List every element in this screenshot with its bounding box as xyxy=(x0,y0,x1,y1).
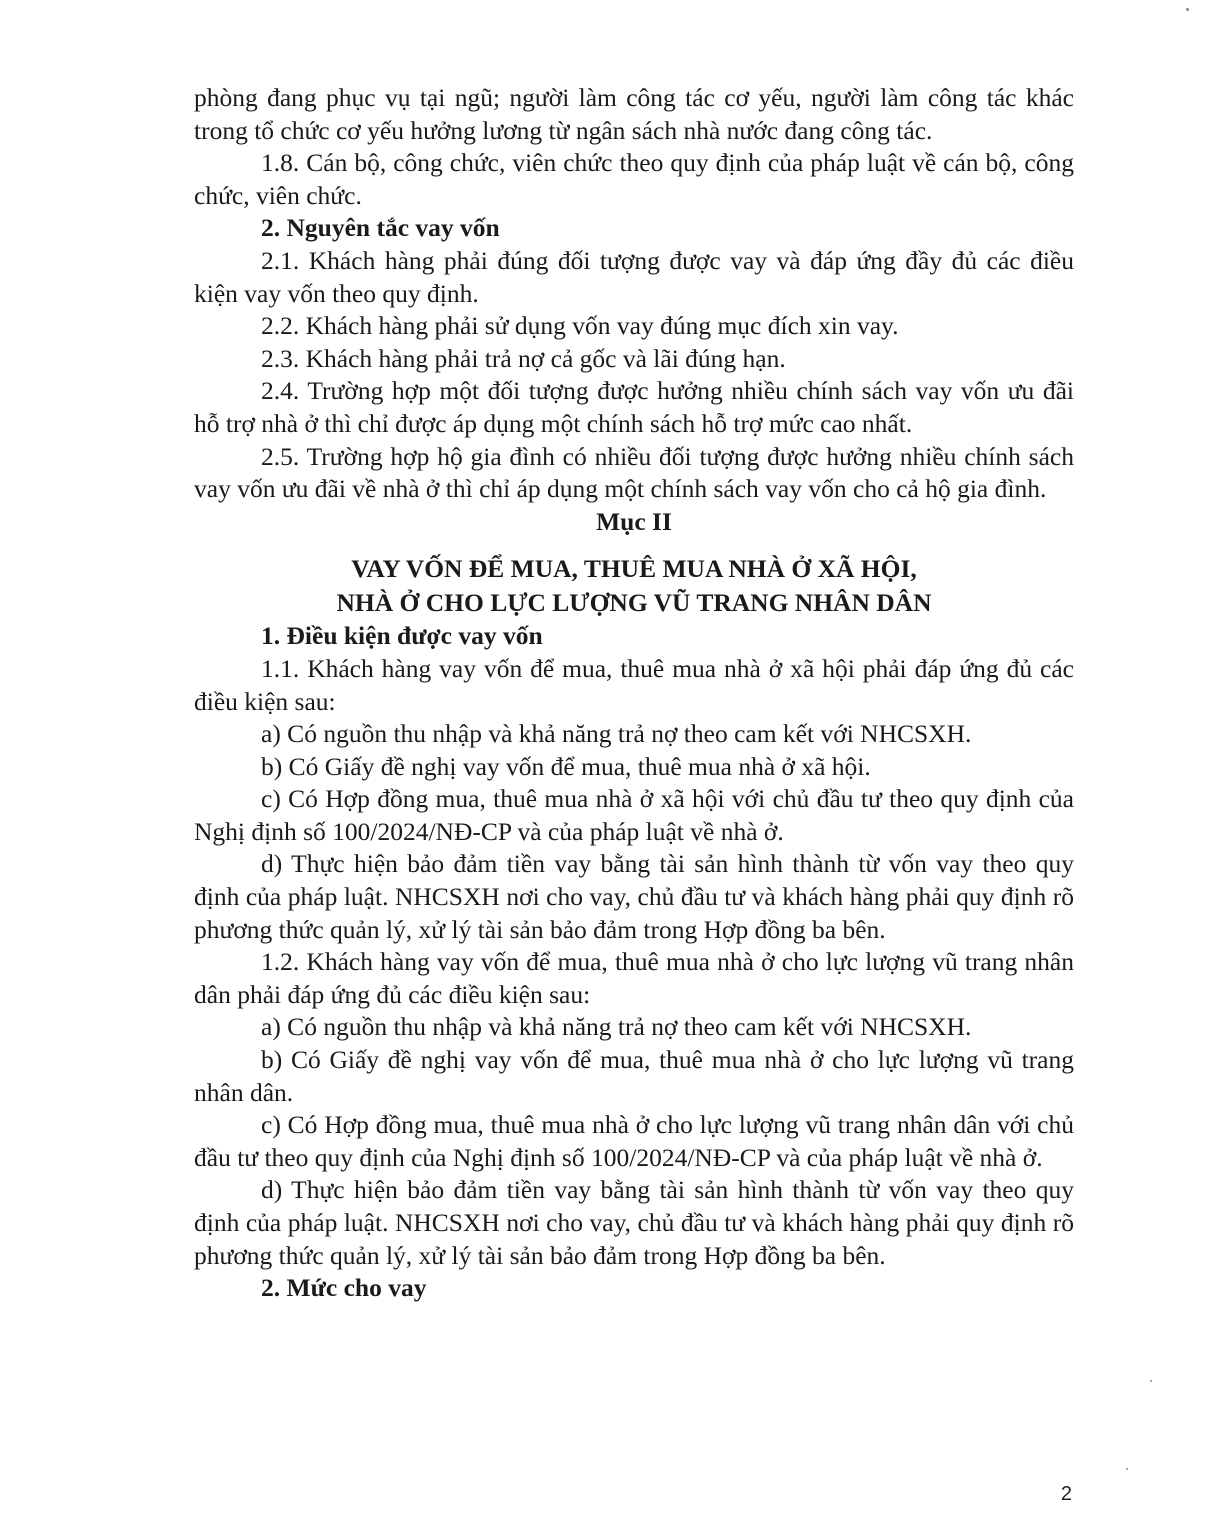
paragraph-1-2-b: b) Có Giấy đề nghị vay vốn để mua, thuê mua nhà ở cho lực lượng vũ trang nhân dân. xyxy=(194,1045,1074,1107)
section-title-line-1: VAY VỐN ĐỂ MUA, THUÊ MUA NHÀ Ở XÃ HỘI, xyxy=(351,554,917,584)
section-label: Mục II xyxy=(596,506,672,536)
paragraph-1-2-a: a) Có nguồn thu nhập và khả năng trả nợ theo cam kết với NHCSXH. xyxy=(261,1012,972,1042)
section-title-line-2: NHÀ Ở CHO LỰC LƯỢNG VŨ TRANG NHÂN DÂN xyxy=(336,588,932,618)
scan-speck xyxy=(1126,1468,1128,1470)
paragraph-1-1: 1.1. Khách hàng vay vốn để mua, thuê mua nhà ở xã hội phải đáp ứng đủ các điều kiện sau: xyxy=(194,653,1074,716)
paragraph-1-1-b: b) Có Giấy đề nghị vay vốn để mua, thuê mua nhà ở xã hội. xyxy=(261,751,871,781)
paragraph-1-2: 1.2. Khách hàng vay vốn để mua, thuê mua nhà ở cho lực lượng vũ trang nhân dân phải đáp ứng đủ các điều kiện sau: xyxy=(194,947,1074,1009)
paragraph-2-2: 2.2. Khách hàng phải sử dụng vốn vay đúng mục đích xin vay. xyxy=(261,311,899,341)
paragraph-continuation: phòng đang phục vụ tại ngũ; người làm công tác cơ yếu, người làm công tác khác trong tổ chức cơ yếu hưởng lương từ ngân sách nhà nước đang công tác. xyxy=(194,83,1074,145)
paragraph-1-1-c: c) Có Hợp đồng mua, thuê mua nhà ở xã hội với chủ đầu tư theo quy định của Nghị định số 100/2024/NĐ-CP và của pháp luật về nhà ở. xyxy=(194,784,1074,846)
heading-nguyen-tac-vay-von: 2. Nguyên tắc vay vốn xyxy=(261,213,500,243)
scan-speck xyxy=(1150,1380,1152,1382)
paragraph-2-1: 2.1. Khách hàng phải đúng đối tượng được vay và đáp ứng đầy đủ các điều kiện vay vốn theo quy định. xyxy=(194,245,1074,308)
paragraph-2-4: 2.4. Trường hợp một đối tượng được hưởng nhiều chính sách vay vốn ưu đãi hỗ trợ nhà ở thì chỉ được áp dụng một chính sách hỗ trợ mức cao nhất. xyxy=(194,376,1074,438)
section-title xyxy=(194,552,1074,620)
paragraph-2-3: 2.3. Khách hàng phải trả nợ cả gốc và lãi đúng hạn. xyxy=(261,343,786,373)
paragraph-1-1-a: a) Có nguồn thu nhập và khả năng trả nợ theo cam kết với NHCSXH. xyxy=(261,719,972,749)
paragraph-1-1-d: d) Thực hiện bảo đảm tiền vay bằng tài sản hình thành từ vốn vay theo quy định của pháp luật. NHCSXH nơi cho vay, chủ đầu tư và khách hàng phải quy định rõ phương thức quản lý, xử lý tài sản bảo đảm trong Hợp đồng ba bên. xyxy=(194,849,1074,944)
document-body xyxy=(194,82,1074,1305)
page-number: 2 xyxy=(1060,1483,1072,1505)
paragraph-1-8: 1.8. Cán bộ, công chức, viên chức theo quy định của pháp luật về cán bộ, công chức, viên chức. xyxy=(194,148,1074,210)
heading-muc-cho-vay: 2. Mức cho vay xyxy=(261,1273,427,1303)
paragraph-1-2-c: c) Có Hợp đồng mua, thuê mua nhà ở cho lực lượng vũ trang nhân dân với chủ đầu tư theo quy định của Nghị định số 100/2024/NĐ-CP và của pháp luật về nhà ở. xyxy=(194,1110,1074,1172)
scan-speck xyxy=(1186,8,1189,11)
paragraph-2-5: 2.5. Trường hợp hộ gia đình có nhiều đối tượng được hưởng nhiều chính sách vay vốn ưu đãi về nhà ở thì chỉ áp dụng một chính sách vay vốn cho cả hộ gia đình. xyxy=(194,441,1074,504)
paragraph-1-2-d: d) Thực hiện bảo đảm tiền vay bằng tài sản hình thành từ vốn vay theo quy định của pháp luật. NHCSXH nơi cho vay, chủ đầu tư và khách hàng phải quy định rõ phương thức quản lý, xử lý tài sản bảo đảm trong Hợp đồng ba bên. xyxy=(194,1175,1074,1270)
heading-dieu-kien-vay-von: 1. Điều kiện được vay vốn xyxy=(261,621,543,651)
